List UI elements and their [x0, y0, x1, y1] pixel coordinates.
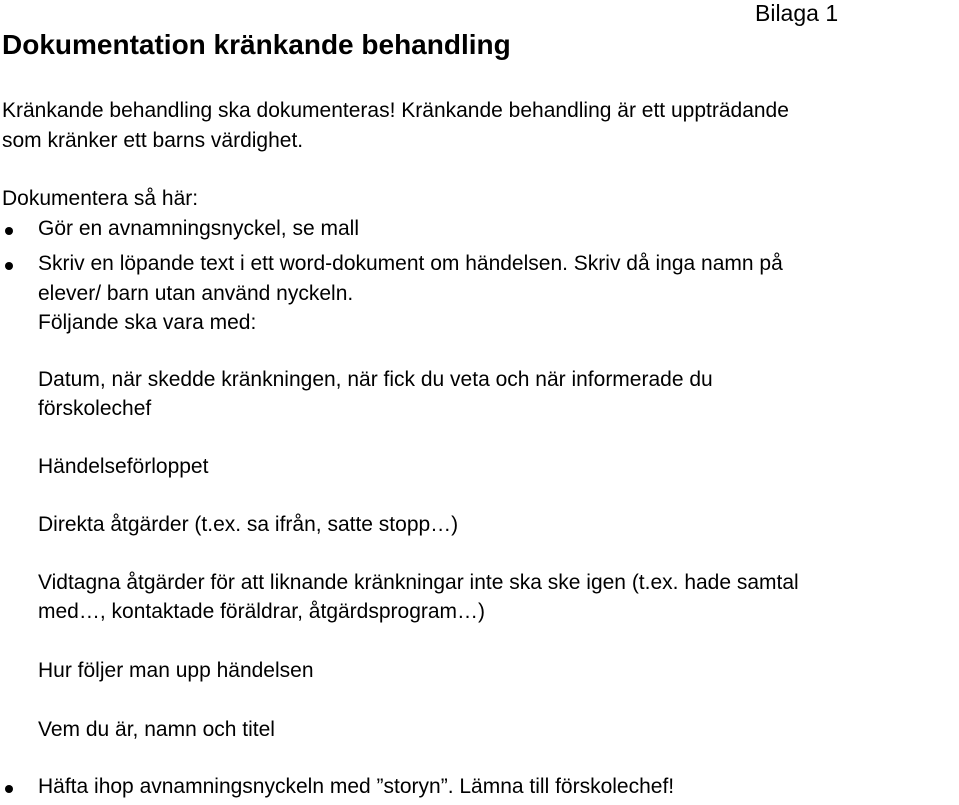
bullet-icon [5, 262, 13, 270]
required-item-2: Händelseförloppet [38, 455, 209, 478]
bullet-2-line-2: elever/ barn utan använd nyckeln. [38, 282, 354, 305]
required-item-3: Direkta åtgärder (t.ex. sa ifrån, satte stopp…) [38, 513, 459, 536]
required-item-5: Hur följer man upp händelsen [38, 659, 314, 682]
intro-line-2: som kränker ett barns värdighet. [2, 129, 304, 152]
final-bullet-text: Häfta ihop avnamningsnyckeln med ”storyn”. Lämna till förskolechef! [38, 775, 675, 798]
bullet-2-line-3: Följande ska vara med: [38, 311, 257, 334]
bullet-icon [5, 785, 13, 793]
required-item-4-line-1: Vidtagna åtgärder för att liknande kränkningar inte ska ske igen (t.ex. hade samtal [38, 571, 799, 594]
instructions-heading: Dokumentera så här: [2, 187, 199, 210]
bullet-2-line-1: Skriv en löpande text i ett word-dokument om händelsen. Skriv då inga namn på [38, 252, 783, 275]
required-item-1-line-1: Datum, när skedde kränkningen, när fick du veta och när informerade du [38, 368, 713, 391]
required-item-6: Vem du är, namn och titel [38, 718, 275, 741]
required-item-4-line-2: med…, kontaktade föräldrar, åtgärdsprogram…) [38, 600, 486, 623]
bullet-icon [5, 227, 13, 235]
attachment-label: Bilaga 1 [755, 0, 839, 26]
intro-line-1: Kränkande behandling ska dokumenteras! Kränkande behandling är ett uppträdande [2, 99, 789, 122]
document-title: Dokumentation kränkande behandling [2, 29, 511, 60]
bullet-1-line-1: Gör en avnamningsnyckel, se mall [38, 217, 359, 240]
required-item-1-line-2: förskolechef [38, 397, 152, 420]
